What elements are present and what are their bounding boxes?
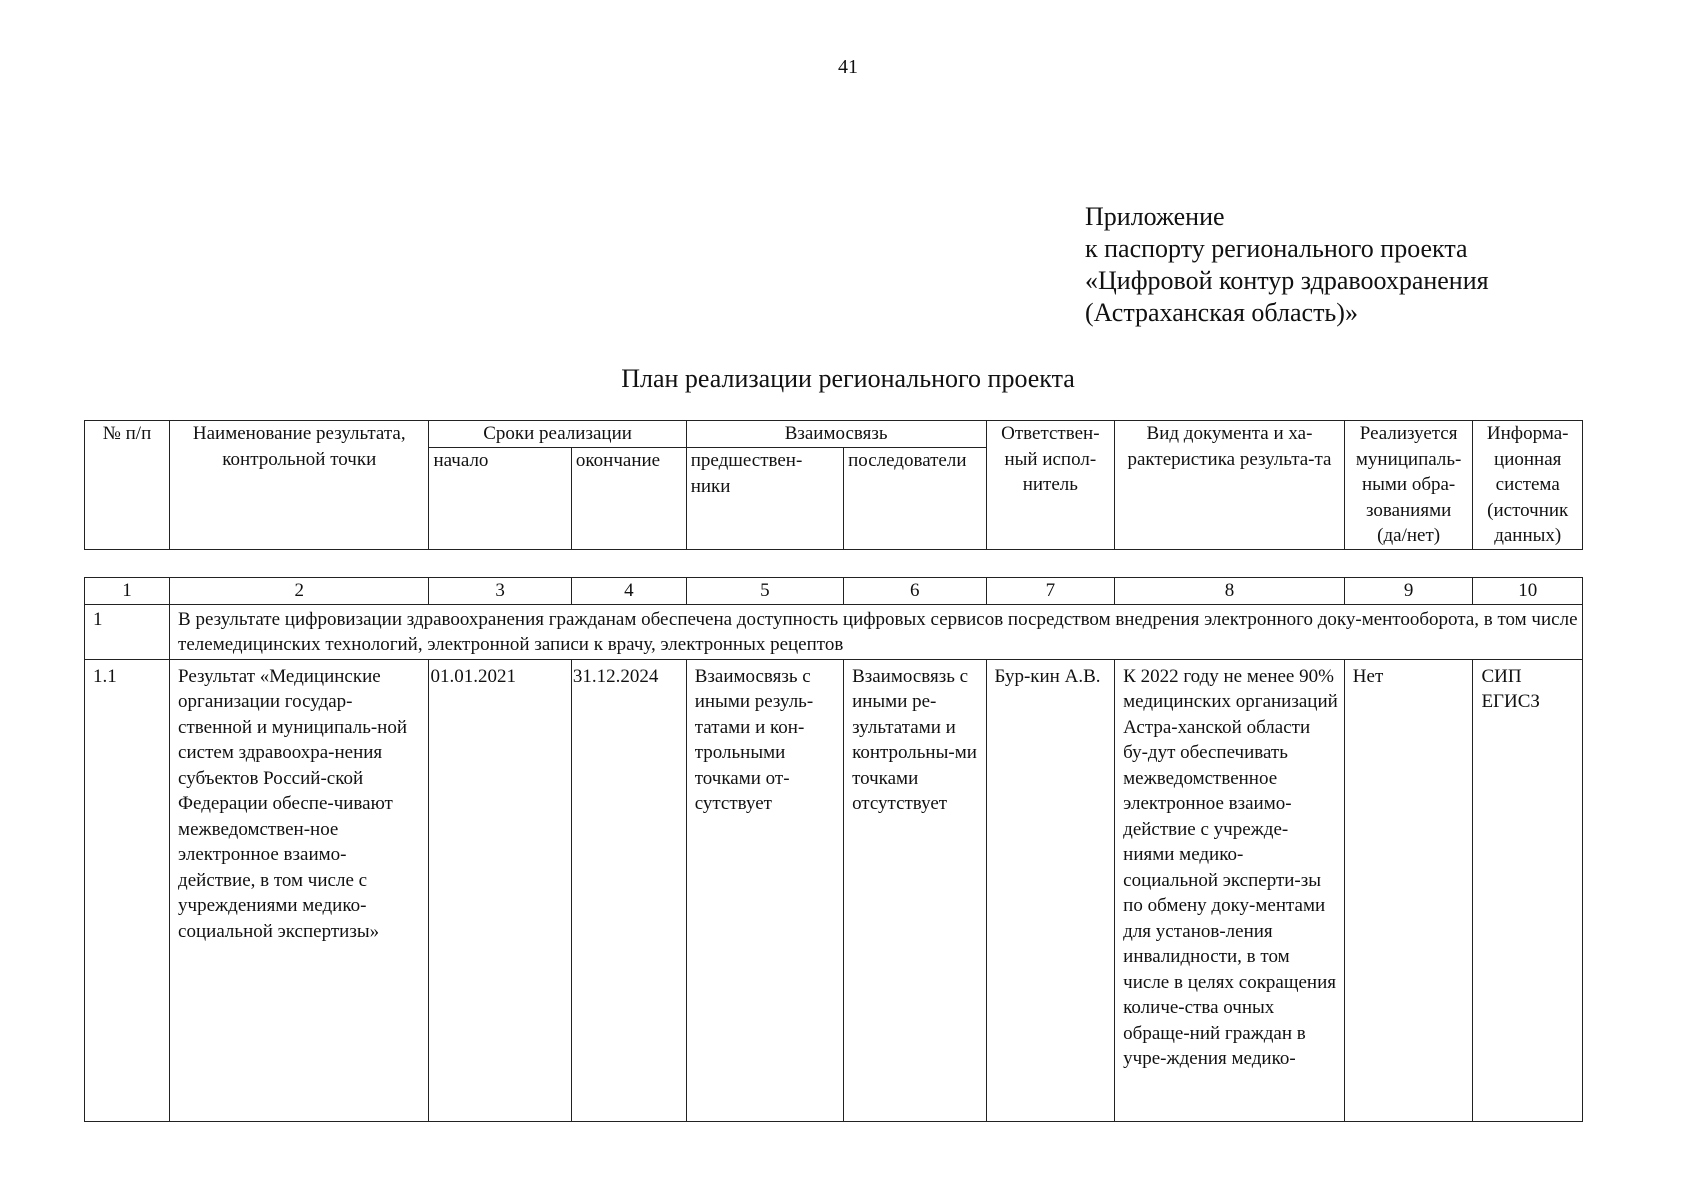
appendix-line: к паспорту регионального проекта: [1085, 234, 1468, 263]
column-number: 2: [170, 578, 429, 605]
row-number: 1.1: [85, 659, 170, 1121]
header-responsible: Ответствен-ный испол-нитель: [986, 421, 1115, 550]
header-info-system: Информа-ционная система (источник данных): [1473, 421, 1583, 550]
column-number: 5: [686, 578, 843, 605]
header-name: Наименование результата, контрольной точки: [170, 421, 429, 550]
plan-header-table: [84, 420, 1583, 550]
header-relation: Взаимосвязь: [686, 421, 986, 448]
column-number: 6: [844, 578, 986, 605]
header-start: начало: [429, 448, 571, 549]
row-info-system: СИП ЕГИСЗ: [1473, 659, 1583, 1121]
appendix-line: Приложение: [1085, 202, 1225, 231]
column-number: 9: [1344, 578, 1473, 605]
header-end: окончание: [571, 448, 686, 549]
column-number: 10: [1473, 578, 1583, 605]
section-text: В результате цифровизации здравоохранения гражданам обеспечена доступность цифровых сервисов посредством внедрения электронного доку-ментооборота, в том числе телемедицинских технологий, электронной записи к врачу, электронных рецептов: [170, 604, 1583, 659]
plan-title: План реализации регионального проекта: [621, 364, 1075, 393]
header-num: № п/п: [85, 421, 170, 550]
column-number: 1: [85, 578, 170, 605]
column-number: 8: [1115, 578, 1345, 605]
row-start-date: 01.01.2021: [429, 659, 571, 1121]
header-successors: последователи: [844, 448, 986, 549]
header-predecessors: предшествен-ники: [686, 448, 843, 549]
header-terms: Сроки реализации: [429, 421, 686, 448]
page-number: 41: [838, 56, 858, 78]
table-row: [85, 659, 1583, 1121]
row-doc-type: К 2022 году не менее 90% медицинских организаций Астра-ханской области бу-дут обеспечивать межведомственное электронное взаимо-действие с учрежде-ниями медико-социальной эксперти-зы по обмену доку-ментами для установ-ления инвалидности, в том числе в целях сокращения количе-ства очных обраще-ний граждан в учре-ждения медико-: [1115, 659, 1345, 1121]
row-name: Результат «Медицинские организации государ-ственной и муниципаль-ной систем здравоохра-нения субъектов Россий-ской Федерации обеспе-чивают межведомствен-ное электронное взаимо-действие, в том числе с учреждениями медико-социальной экспертизы»: [170, 659, 429, 1121]
column-number: 7: [986, 578, 1115, 605]
row-predecessors: Взаимосвязь с иными резуль-татами и кон-трольными точками от-сутствует: [686, 659, 843, 1121]
header-municipal: Реализуется муниципаль-ными обра-зованиями (да/нет): [1344, 421, 1473, 550]
section-number: 1: [85, 604, 170, 659]
appendix-line: (Астраханская область)»: [1085, 298, 1358, 327]
appendix-block: [1085, 201, 1489, 329]
row-municipal: Нет: [1344, 659, 1473, 1121]
column-number: 4: [571, 578, 686, 605]
row-successors: Взаимосвязь с иными ре-зультатами и контрольны-ми точками отсутствует: [844, 659, 986, 1121]
row-responsible: Бур-кин А.В.: [986, 659, 1115, 1121]
row-end-date: 31.12.2024: [571, 659, 686, 1121]
header-doc-type: Вид документа и ха-рактеристика результа-та: [1115, 421, 1345, 550]
appendix-line: «Цифровой контур здравоохранения: [1085, 266, 1489, 295]
plan-body-table: [84, 577, 1583, 1122]
column-number: 3: [429, 578, 571, 605]
